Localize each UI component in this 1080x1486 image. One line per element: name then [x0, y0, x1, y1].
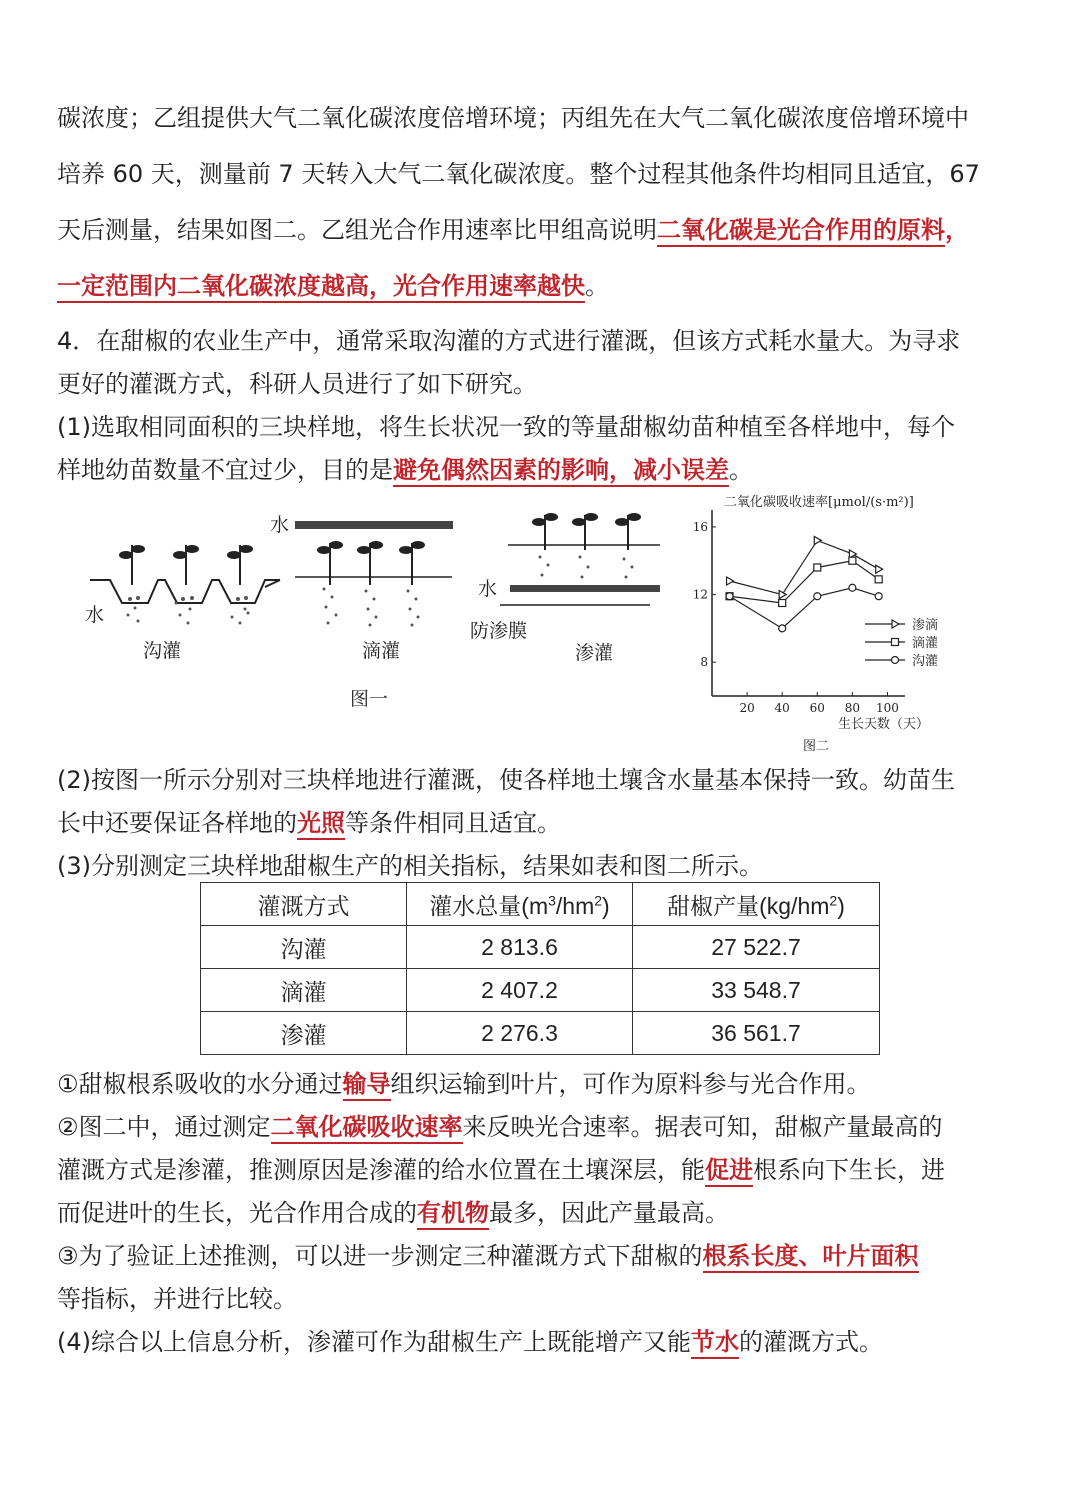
legend-label: 滴灌 [912, 636, 939, 651]
legend-label: 沟灌 [912, 654, 939, 669]
table-cell: 2 813.6 [407, 926, 633, 969]
label-water: 水 [478, 578, 498, 600]
answer: 二氧化碳吸收速率 [271, 1112, 463, 1144]
answer: 有机物 [417, 1198, 489, 1230]
table-header: 甜椒产量$(kg/hm^2)$ [633, 883, 880, 926]
chart-xlabel: 生长天数（天） [838, 717, 930, 732]
table-cell: 36 561.7 [633, 1012, 880, 1055]
data-point [849, 584, 856, 591]
table-cell: 2 407.2 [407, 969, 633, 1012]
chart-caption: 图二 [803, 739, 830, 754]
x-tick-label: 100 [876, 701, 899, 715]
table-cell: 33 548.7 [633, 969, 880, 1012]
table-row [201, 969, 880, 1012]
text-line: 天后测量，结果如图二。乙组光合作用速率比甲组高说明二氧化碳是光合作用的原料， [57, 214, 969, 246]
x-tick-label: 40 [774, 701, 790, 715]
series-line [730, 540, 879, 594]
data-point [814, 593, 821, 600]
text-line: 碳浓度；乙组提供大气二氧化碳浓度倍增环境；丙组先在大气二氧化碳浓度倍增环境中 [57, 104, 969, 132]
answer: 促进 [705, 1155, 753, 1187]
answer: 避免偶然因素的影响，减小误差 [393, 455, 729, 487]
results-table [200, 882, 880, 1055]
data-point [727, 577, 734, 585]
table-header-row [201, 883, 880, 926]
y-tick-label: 12 [692, 587, 708, 602]
figure-1-caption: 图一 [350, 688, 389, 710]
text-line: 灌溉方式是渗灌，推测原因是渗灌的给水位置在土壤深层，能促进根系向下生长，进 [57, 1154, 945, 1186]
data-point [779, 625, 786, 632]
y-tick-label: 16 [692, 519, 708, 534]
series-line [730, 561, 879, 603]
text-line: 长中还要保证各样地的光照等条件相同且适宜。 [57, 807, 561, 839]
figure-1-diagram [80, 505, 680, 705]
text-line: (3)分别测定三块样地甜椒生产的相关指标，结果如表和图二所示。 [57, 852, 763, 880]
text-line: (4)综合以上信息分析，渗灌可作为甜椒生产上既能增产又能节水的灌溉方式。 [57, 1326, 883, 1358]
table-row [201, 1012, 880, 1055]
answer: 输导 [343, 1069, 391, 1101]
table-cell: 沟灌 [201, 926, 407, 969]
y-tick-label: 8 [700, 655, 708, 670]
text-line: ③为了验证上述推测，可以进一步测定三种灌溉方式下甜椒的根系长度、叶片面积 [57, 1240, 919, 1272]
data-point [814, 564, 821, 571]
text-line: 一定范围内二氧化碳浓度越高，光合作用速率越快。 [57, 270, 609, 302]
text-line: 样地幼苗数量不宜过少，目的是避免偶然因素的影响，减小误差。 [57, 454, 753, 486]
text-line: 等指标，并进行比较。 [57, 1285, 297, 1313]
table-cell: 27 522.7 [633, 926, 880, 969]
answer: 节水 [691, 1327, 739, 1359]
label-water: 水 [85, 604, 105, 626]
table-cell: 滴灌 [201, 969, 407, 1012]
table-header: 灌水总量$(m^3/hm^2)$ [407, 883, 633, 926]
table-cell: 2 276.3 [407, 1012, 633, 1055]
x-tick-label: 60 [809, 701, 825, 715]
data-point [779, 600, 786, 607]
label-seep: 渗灌 [575, 642, 614, 664]
series-line [730, 588, 879, 629]
figure-2-chart [690, 488, 960, 758]
x-tick-label: 80 [844, 701, 861, 715]
x-tick-label: 20 [739, 701, 755, 715]
table-header: 灌溉方式 [201, 883, 407, 926]
table-row [201, 926, 880, 969]
chart-title: 二氧化碳吸收速率[μmol/(s·m²)] [724, 495, 914, 510]
label-membrane: 防渗膜 [470, 620, 528, 642]
question-4: 4．在甜椒的农业生产中，通常采取沟灌的方式进行灌溉，但该方式耗水量大。为寻求 [57, 327, 961, 355]
data-point [814, 536, 821, 544]
text-line: 而促进叶的生长，光合作用合成的有机物最多，因此产量最高。 [57, 1197, 729, 1229]
answer: 光照 [297, 808, 345, 840]
label-furrow: 沟灌 [143, 640, 182, 662]
answer: 一定范围内二氧化碳浓度越高，光合作用速率越快 [57, 271, 585, 303]
answer: 二氧化碳是光合作用的原料 [657, 215, 945, 247]
data-point [726, 593, 733, 600]
text-line: 更好的灌溉方式，科研人员进行了如下研究。 [57, 370, 537, 398]
text-line: (2)按图一所示分别对三块样地进行灌溉，使各样地土壤含水量基本保持一致。幼苗生 [57, 766, 955, 794]
legend-label: 渗滴 [912, 618, 939, 633]
data-point [892, 657, 899, 664]
answer: 根系长度、叶片面积 [703, 1241, 919, 1273]
data-point [779, 591, 786, 599]
text-line: (1)选取相同面积的三块样地，将生长状况一致的等量甜椒幼苗种植至各样地中，每个 [57, 413, 955, 441]
text-line: 培养 60 天，测量前 7 天转入大气二氧化碳浓度。整个过程其他条件均相同且适宜，67 [57, 160, 980, 188]
text-line: ①甜椒根系吸收的水分通过输导组织运输到叶片，可作为原料参与光合作用。 [57, 1068, 871, 1100]
data-point [876, 565, 883, 573]
data-point [892, 620, 899, 628]
data-point [849, 557, 856, 564]
label-water: 水 [270, 514, 290, 536]
data-point [892, 639, 899, 646]
data-point [875, 593, 882, 600]
label-drip: 滴灌 [362, 640, 401, 662]
data-point [875, 576, 882, 583]
text-line: ②图二中，通过测定二氧化碳吸收速率来反映光合速率。据表可知，甜椒产量最高的 [57, 1111, 943, 1143]
table-cell: 渗灌 [201, 1012, 407, 1055]
